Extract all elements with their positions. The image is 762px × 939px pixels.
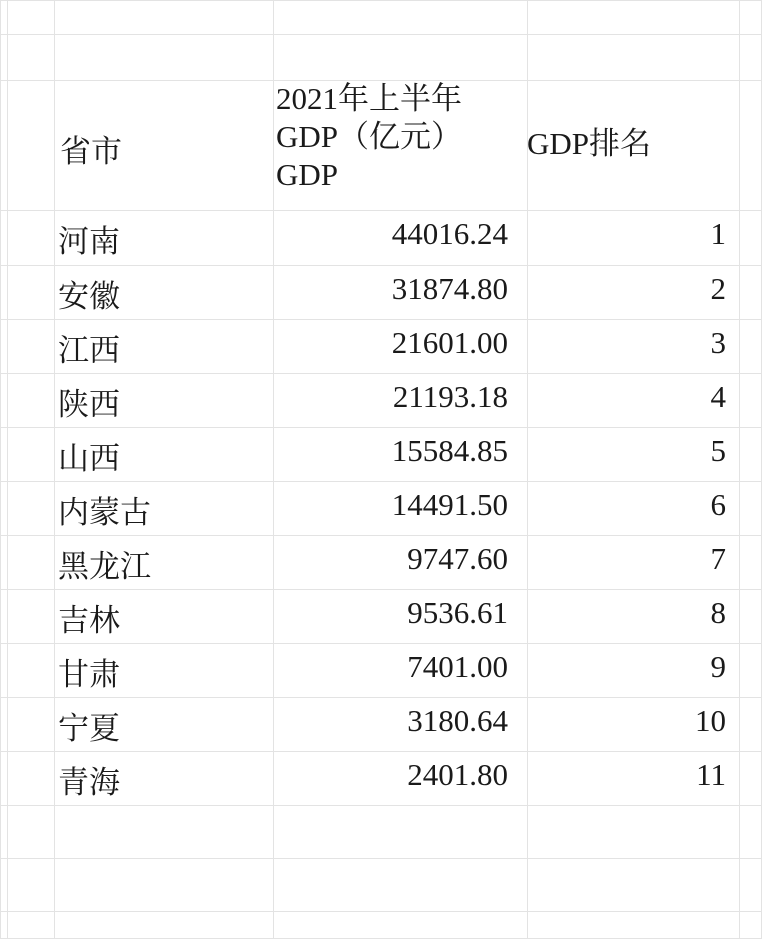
- cell-province: 黑龙江: [58, 549, 151, 584]
- cell-gdp: 9536.61: [407, 595, 508, 630]
- cell-rank: 8: [710, 595, 726, 630]
- table-row: [0, 697, 762, 752]
- cell-province: 吉林: [58, 603, 120, 638]
- table-row: [0, 643, 762, 698]
- cell-rank: 5: [710, 433, 726, 468]
- cell-province: 安徽: [58, 279, 120, 314]
- column-header-rank: GDP排名: [527, 126, 652, 161]
- grid-hline: [0, 0, 762, 1]
- column-header-gdp: 2021年上半年GDP（亿元）GDP: [276, 81, 463, 192]
- grid-hline: [0, 34, 762, 35]
- table-row: [0, 481, 762, 536]
- column-header-province: 省市: [60, 134, 122, 169]
- cell-province: 宁夏: [58, 711, 120, 746]
- cell-gdp: 14491.50: [391, 487, 508, 522]
- cell-province: 青海: [58, 765, 120, 800]
- grid-hline: [0, 911, 762, 912]
- table-row: [0, 265, 762, 320]
- cell-gdp: 7401.00: [407, 649, 508, 684]
- cell-rank: 1: [710, 216, 726, 251]
- cell-province: 甘肃: [58, 657, 120, 692]
- cell-gdp: 9747.60: [407, 541, 508, 576]
- cell-rank: 11: [696, 757, 726, 792]
- cell-gdp: 21601.00: [391, 325, 508, 360]
- cell-gdp: 2401.80: [407, 757, 508, 792]
- cell-rank: 6: [710, 487, 726, 522]
- cell-rank: 4: [710, 379, 726, 414]
- table-row: [0, 751, 762, 806]
- cell-rank: 7: [710, 541, 726, 576]
- cell-province: 陕西: [58, 387, 120, 422]
- table-row: [0, 589, 762, 644]
- cell-province: 内蒙古: [58, 495, 151, 530]
- cell-gdp: 3180.64: [407, 703, 508, 738]
- cell-rank: 2: [710, 271, 726, 306]
- cell-gdp: 15584.85: [391, 433, 508, 468]
- table-header-row: [0, 80, 762, 210]
- table-row: [0, 535, 762, 590]
- table-row: [0, 427, 762, 482]
- cell-rank: 9: [710, 649, 726, 684]
- table-row: [0, 373, 762, 428]
- grid-hline: [0, 858, 762, 859]
- table-row: [0, 319, 762, 374]
- cell-province: 河南: [58, 224, 120, 259]
- cell-province: 山西: [58, 441, 120, 476]
- cell-rank: 10: [695, 703, 726, 738]
- cell-rank: 3: [710, 325, 726, 360]
- table-row: [0, 210, 762, 265]
- cell-gdp: 44016.24: [391, 216, 508, 251]
- cell-province: 江西: [58, 333, 120, 368]
- cell-gdp: 31874.80: [391, 271, 508, 306]
- cell-gdp: 21193.18: [392, 379, 508, 414]
